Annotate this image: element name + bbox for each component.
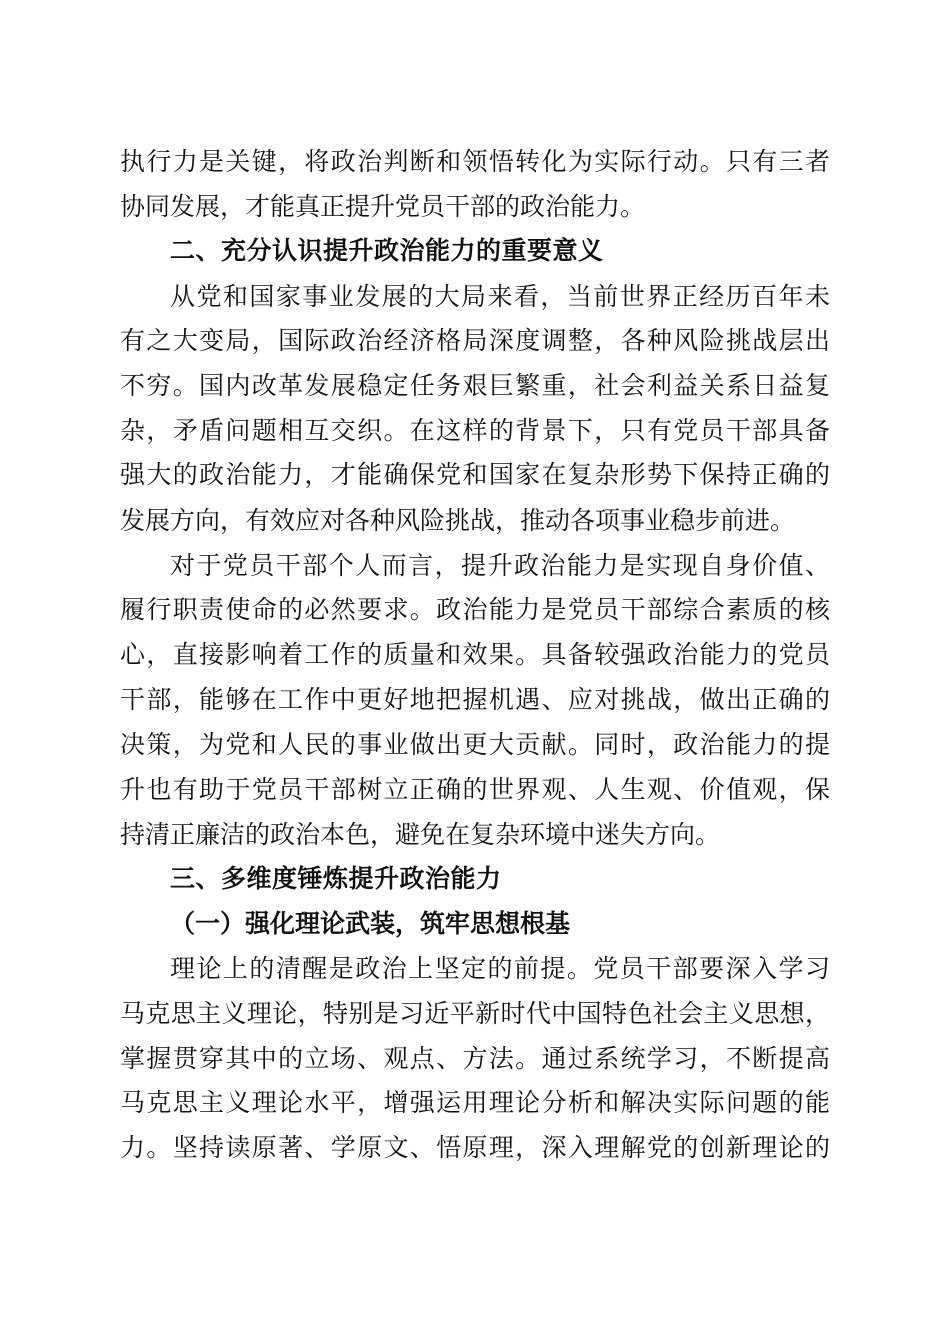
paragraph-line: 对于党员干部个人而言，提升政治能力是实现自身价值、	[170, 551, 830, 580]
paragraph-line: 马克思主义理论水平，增强运用理论分析和解决实际问题的能	[120, 1088, 830, 1117]
paragraph-line: 心，直接影响着工作的质量和效果。具备较强政治能力的党员	[120, 640, 830, 669]
subsection-heading: （一）强化理论武装，筑牢思想根基	[170, 909, 571, 938]
paragraph-line: 掌握贯穿其中的立场、观点、方法。通过系统学习，不断提高	[120, 1044, 830, 1073]
paragraph-line: 升也有助于党员干部树立正确的世界观、人生观、价值观，保	[120, 775, 830, 804]
paragraph-line: 执行力是关键，将政治判断和领悟转化为实际行动。只有三者	[120, 147, 830, 176]
paragraph-line: 有之大变局，国际政治经济格局深度调整，各种风险挑战层出	[120, 326, 830, 355]
section-heading: 三、多维度锤炼提升政治能力	[170, 864, 502, 893]
paragraph-line: 力。坚持读原著、学原文、悟原理，深入理解党的创新理论的	[120, 1133, 830, 1162]
paragraph-line: 理论上的清醒是政治上坚定的前提。党员干部要深入学习	[170, 954, 830, 983]
paragraph-line: 强大的政治能力，才能确保党和国家在复杂形势下保持正确的	[120, 460, 830, 489]
paragraph-line: 持清正廉洁的政治本色，避免在复杂环境中迷失方向。	[120, 820, 721, 849]
paragraph-line: 履行职责使命的必然要求。政治能力是党员干部综合素质的核	[120, 595, 830, 624]
paragraph-line: 从党和国家事业发展的大局来看，当前世界正经历百年未	[170, 282, 830, 311]
paragraph-line: 不穷。国内改革发展稳定任务艰巨繁重，社会利益关系日益复	[120, 371, 830, 400]
paragraph-line: 协同发展，才能真正提升党员干部的政治能力。	[120, 192, 646, 221]
paragraph-line: 发展方向，有效应对各种风险挑战，推动各项事业稳步前进。	[120, 506, 796, 535]
paragraph-line: 杂，矛盾问题相互交织。在这样的背景下，只有党员干部具备	[120, 416, 830, 445]
paragraph-line: 决策，为党和人民的事业做出更大贡献。同时，政治能力的提	[120, 730, 830, 759]
paragraph-line: 马克思主义理论，特别是习近平新时代中国特色社会主义思想，	[120, 999, 830, 1028]
paragraph-line: 干部，能够在工作中更好地把握机遇、应对挑战，做出正确的	[120, 685, 830, 714]
section-heading: 二、充分认识提升政治能力的重要意义	[170, 236, 604, 265]
